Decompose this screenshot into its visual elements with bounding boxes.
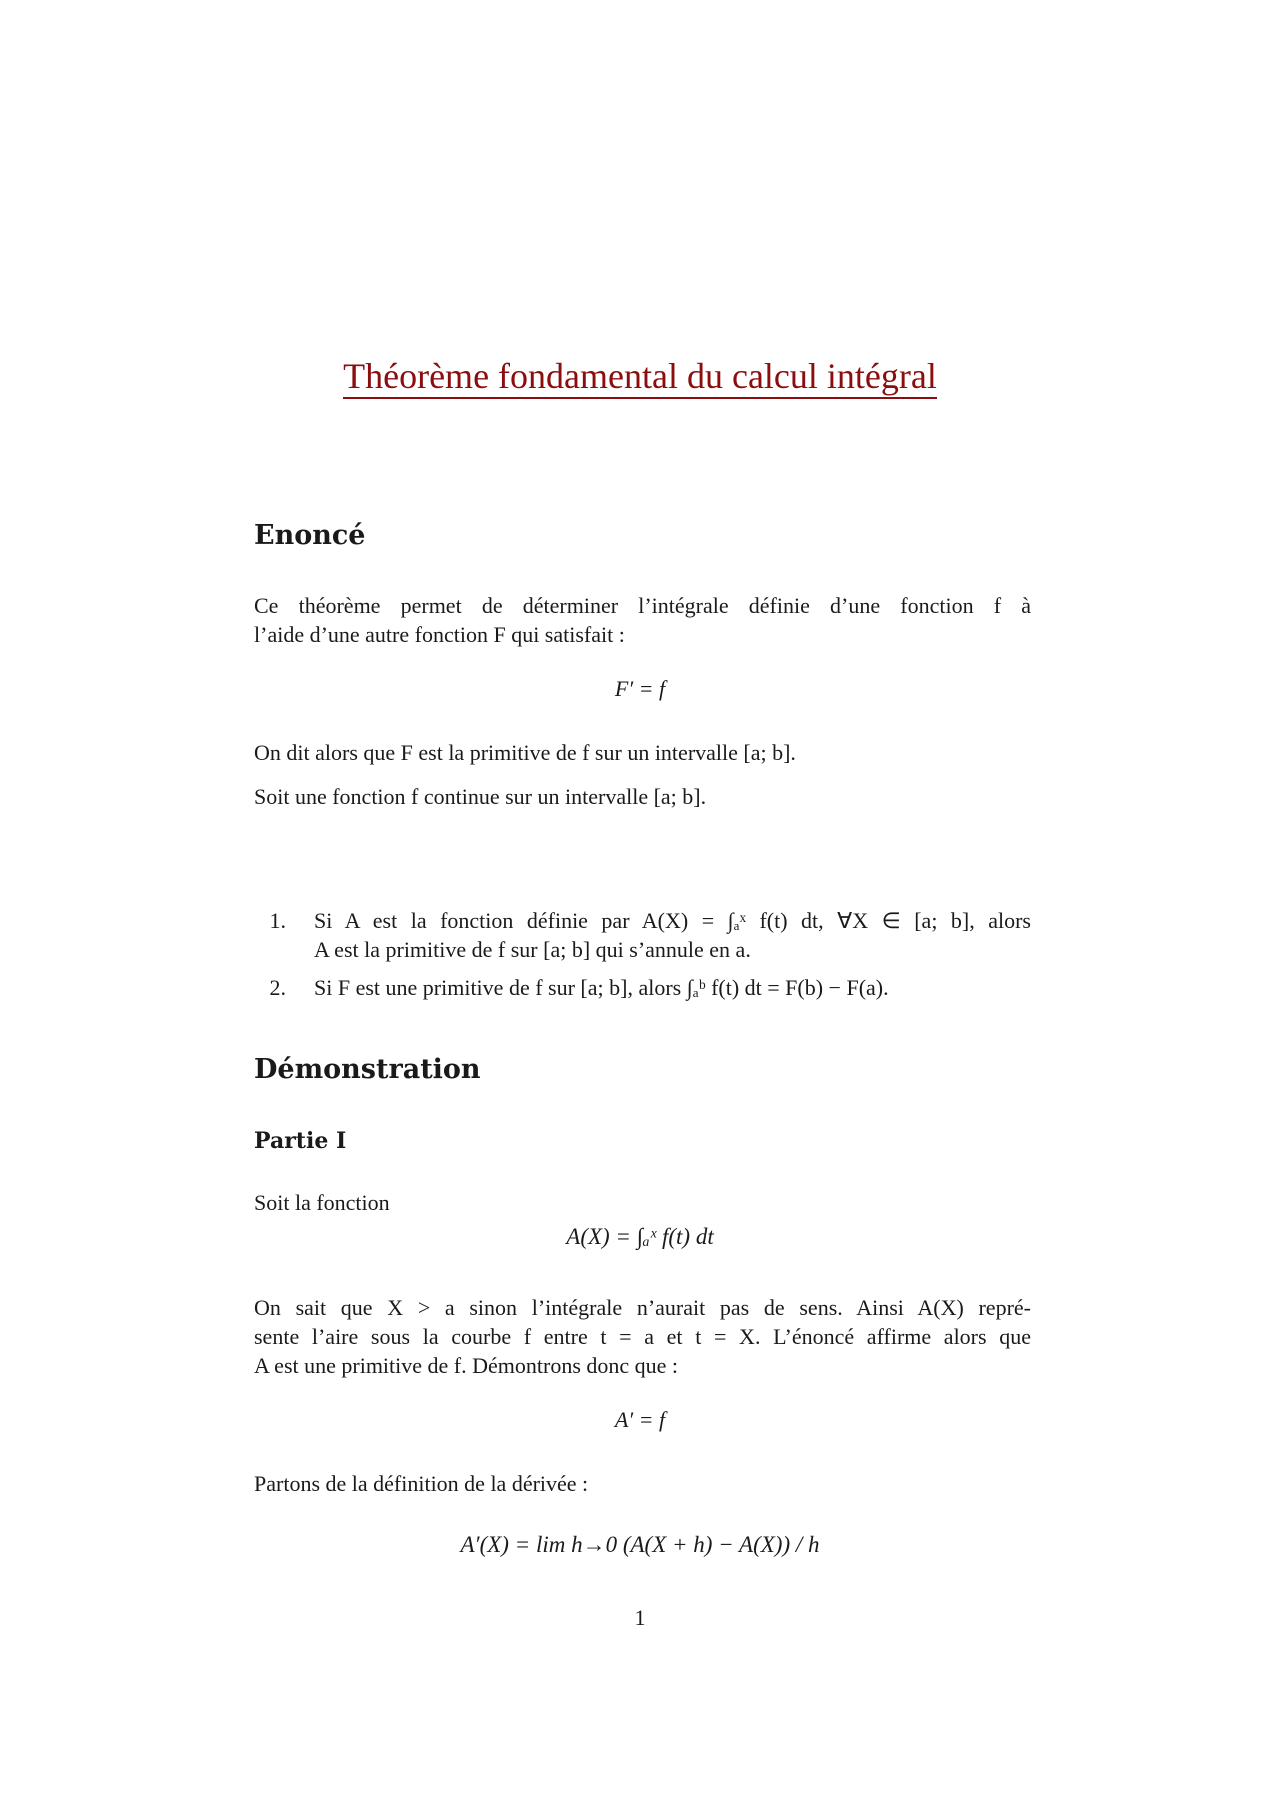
page-title [0, 355, 1280, 397]
page-title-text: Théorème fondamental du calcul intégral [343, 356, 937, 399]
enonce-paragraph-line-2: l’aide d’une autre fonction F qui satisfait : [254, 622, 625, 647]
equation-a-of-x: A(X) = ∫ₐˣ f(t) dt [566, 1224, 714, 1249]
list-item-1-line-1: Si A est la fonction définie par A(X) = ∫ₐˣ f(t) dt, ∀X ∈ [a; b], alors [314, 908, 1031, 933]
equation-derivative-limit: A′(X) = lim h→0 (A(X + h) − A(X)) / h [460, 1532, 820, 1557]
enonce-paragraph-line-1: Ce théorème permet de déterminer l’intégrale définie d’une fonction f à [254, 593, 1031, 618]
demo-paragraph-line-2: sente l’aire sous la courbe f entre t = a et t = X. L’énoncé affirme alors que [254, 1324, 1031, 1349]
subsection-heading-partie-1: Partie I [254, 1128, 347, 1154]
demo-paragraph-line-3: A est une primitive de f. Démontrons donc que : [254, 1353, 679, 1378]
list-item-2-line-1: Si F est une primitive de f sur [a; b], alors ∫ₐᵇ f(t) dt = F(b) − F(a). [314, 975, 889, 1000]
demo-paragraph-derivee: Partons de la définition de la dérivée : [254, 1471, 589, 1496]
page-number: 1 [634, 1605, 646, 1630]
demo-paragraph-soit: Soit la fonction [254, 1190, 390, 1215]
enonce-paragraph-primitive: On dit alors que F est la primitive de f sur un intervalle [a; b]. [254, 740, 796, 765]
equation-a-prime: A′ = f [614, 1407, 666, 1432]
equation-f-prime: F′ = f [614, 676, 666, 701]
list-item-number-1: 1. [269, 908, 286, 933]
enonce-paragraph-continue: Soit une fonction f continue sur un intervalle [a; b]. [254, 784, 707, 809]
list-item-number-2: 2. [269, 975, 286, 1000]
section-heading-enonce: Enoncé [254, 520, 366, 551]
section-heading-demonstration: Démonstration [254, 1054, 481, 1085]
list-item-1-line-2: A est la primitive de f sur [a; b] qui s’annule en a. [314, 937, 751, 962]
demo-paragraph-line-1: On sait que X > a sinon l’intégrale n’aurait pas de sens. Ainsi A(X) repré- [254, 1295, 1031, 1320]
